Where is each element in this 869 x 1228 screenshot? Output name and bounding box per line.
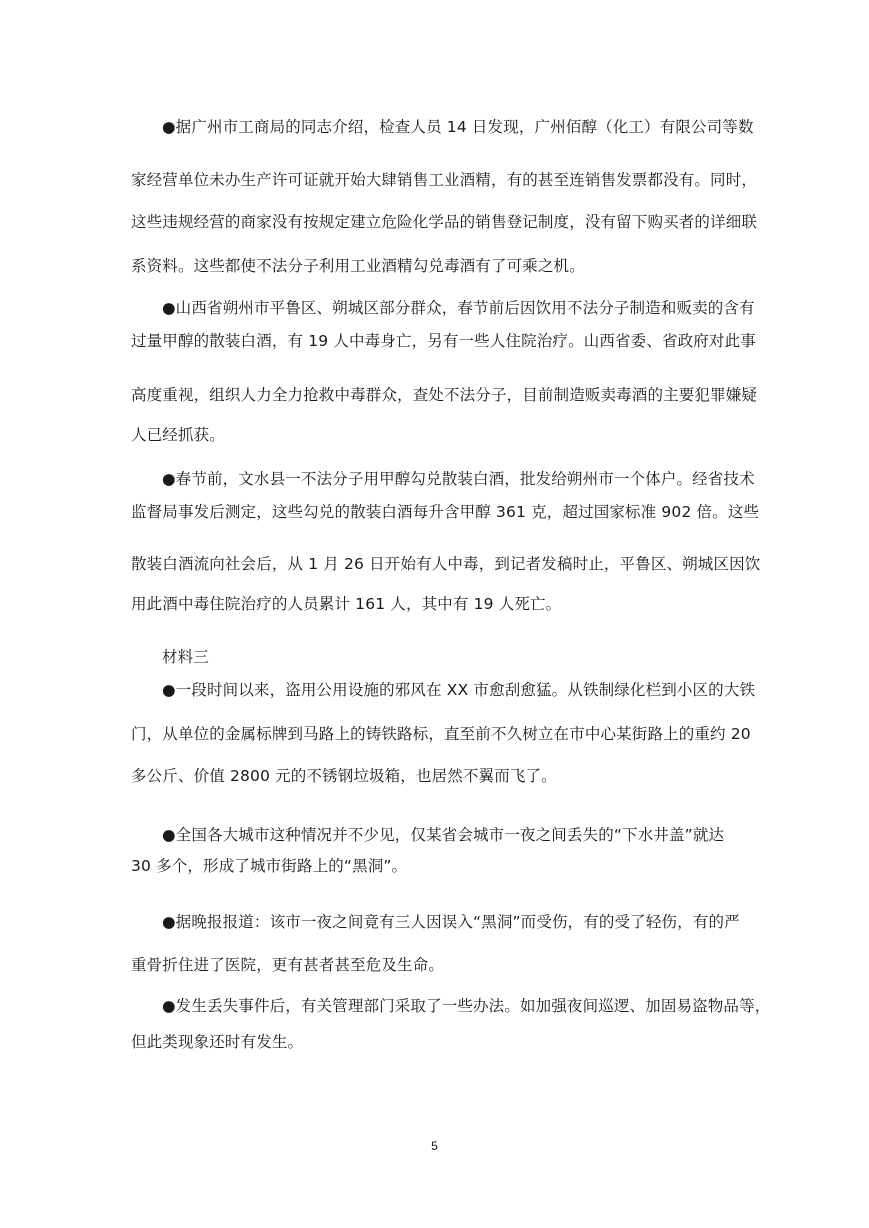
text-line: 门，从单位的金属标牌到马路上的铸铁路标，直至前不久树立在市中心某街路上的重约 20 [131, 725, 751, 743]
text-line: 高度重视，组织人力全力抢救中毒群众，查处不法分子，目前制造贩卖毒酒的主要犯罪嫌疑 [131, 386, 758, 404]
text-line: ●据广州市工商局的同志介绍，检查人员 14 日发现，广州佰醇（化工）有限公司等数 [162, 118, 754, 136]
text-line: ●发生丢失事件后，有关管理部门采取了一些办法。如加强夜间巡逻、加固易盗物品等， [162, 997, 771, 1015]
text-line: ●一段时间以来，盗用公用设施的邪风在 XX 市愈刮愈猛。从铁制绿化栏到小区的大铁 [162, 681, 756, 699]
section-heading: 材料三 [162, 648, 209, 666]
text-line: 过量甲醇的散装白酒，有 19 人中毒身亡，另有一些人住院治疗。山西省委、省政府对此事 [131, 332, 756, 350]
text-line: 重骨折住进了医院，更有甚者甚至危及生命。 [131, 956, 445, 974]
text-line: ●山西省朔州市平鲁区、朔城区部分群众，春节前后因饮用不法分子制造和贩卖的含有 [162, 299, 755, 317]
page-number: 5 [431, 1139, 438, 1153]
text-line: 系资料。这些都使不法分子利用工业酒精勾兑毒酒有了可乘之机。 [131, 257, 585, 275]
text-line: 人已经抓获。 [131, 426, 225, 444]
text-line: 监督局事发后测定，这些勾兑的散装白酒每升含甲醇 361 克，超过国家标准 902 倍。这些 [131, 503, 760, 521]
text-line: 30 多个，形成了城市街路上的“黑洞”。 [131, 857, 408, 875]
text-line: ●全国各大城市这种情况并不少见，仅某省会城市一夜之间丢失的“下水井盖”就达 [162, 826, 725, 844]
text-line: 用此酒中毒住院治疗的人员累计 161 人，其中有 19 人死亡。 [131, 595, 562, 613]
text-line: 多公斤、价值 2800 元的不锈钢垃圾箱，也居然不翼而飞了。 [131, 767, 557, 785]
text-line: 这些违规经营的商家没有按规定建立危险化学品的销售登记制度，没有留下购买者的详细联 [131, 213, 758, 231]
text-line: 但此类现象还时有发生。 [131, 1033, 304, 1051]
text-line: ●据晚报报道：该市一夜之间竟有三人因误入“黑洞”而受伤，有的受了轻伤，有的严 [162, 913, 740, 931]
text-line: 家经营单位未办生产许可证就开始大肆销售工业酒精，有的甚至连销售发票都没有。同时， [131, 171, 758, 189]
text-line: ●春节前，文水县一不法分子用甲醇勾兑散装白酒，批发给朔州市一个体户。经省技术 [162, 470, 755, 488]
text-line: 散装白酒流向社会后，从 1 月 26 日开始有人中毒，到记者发稿时止，平鲁区、朔城区因饮 [131, 555, 761, 573]
